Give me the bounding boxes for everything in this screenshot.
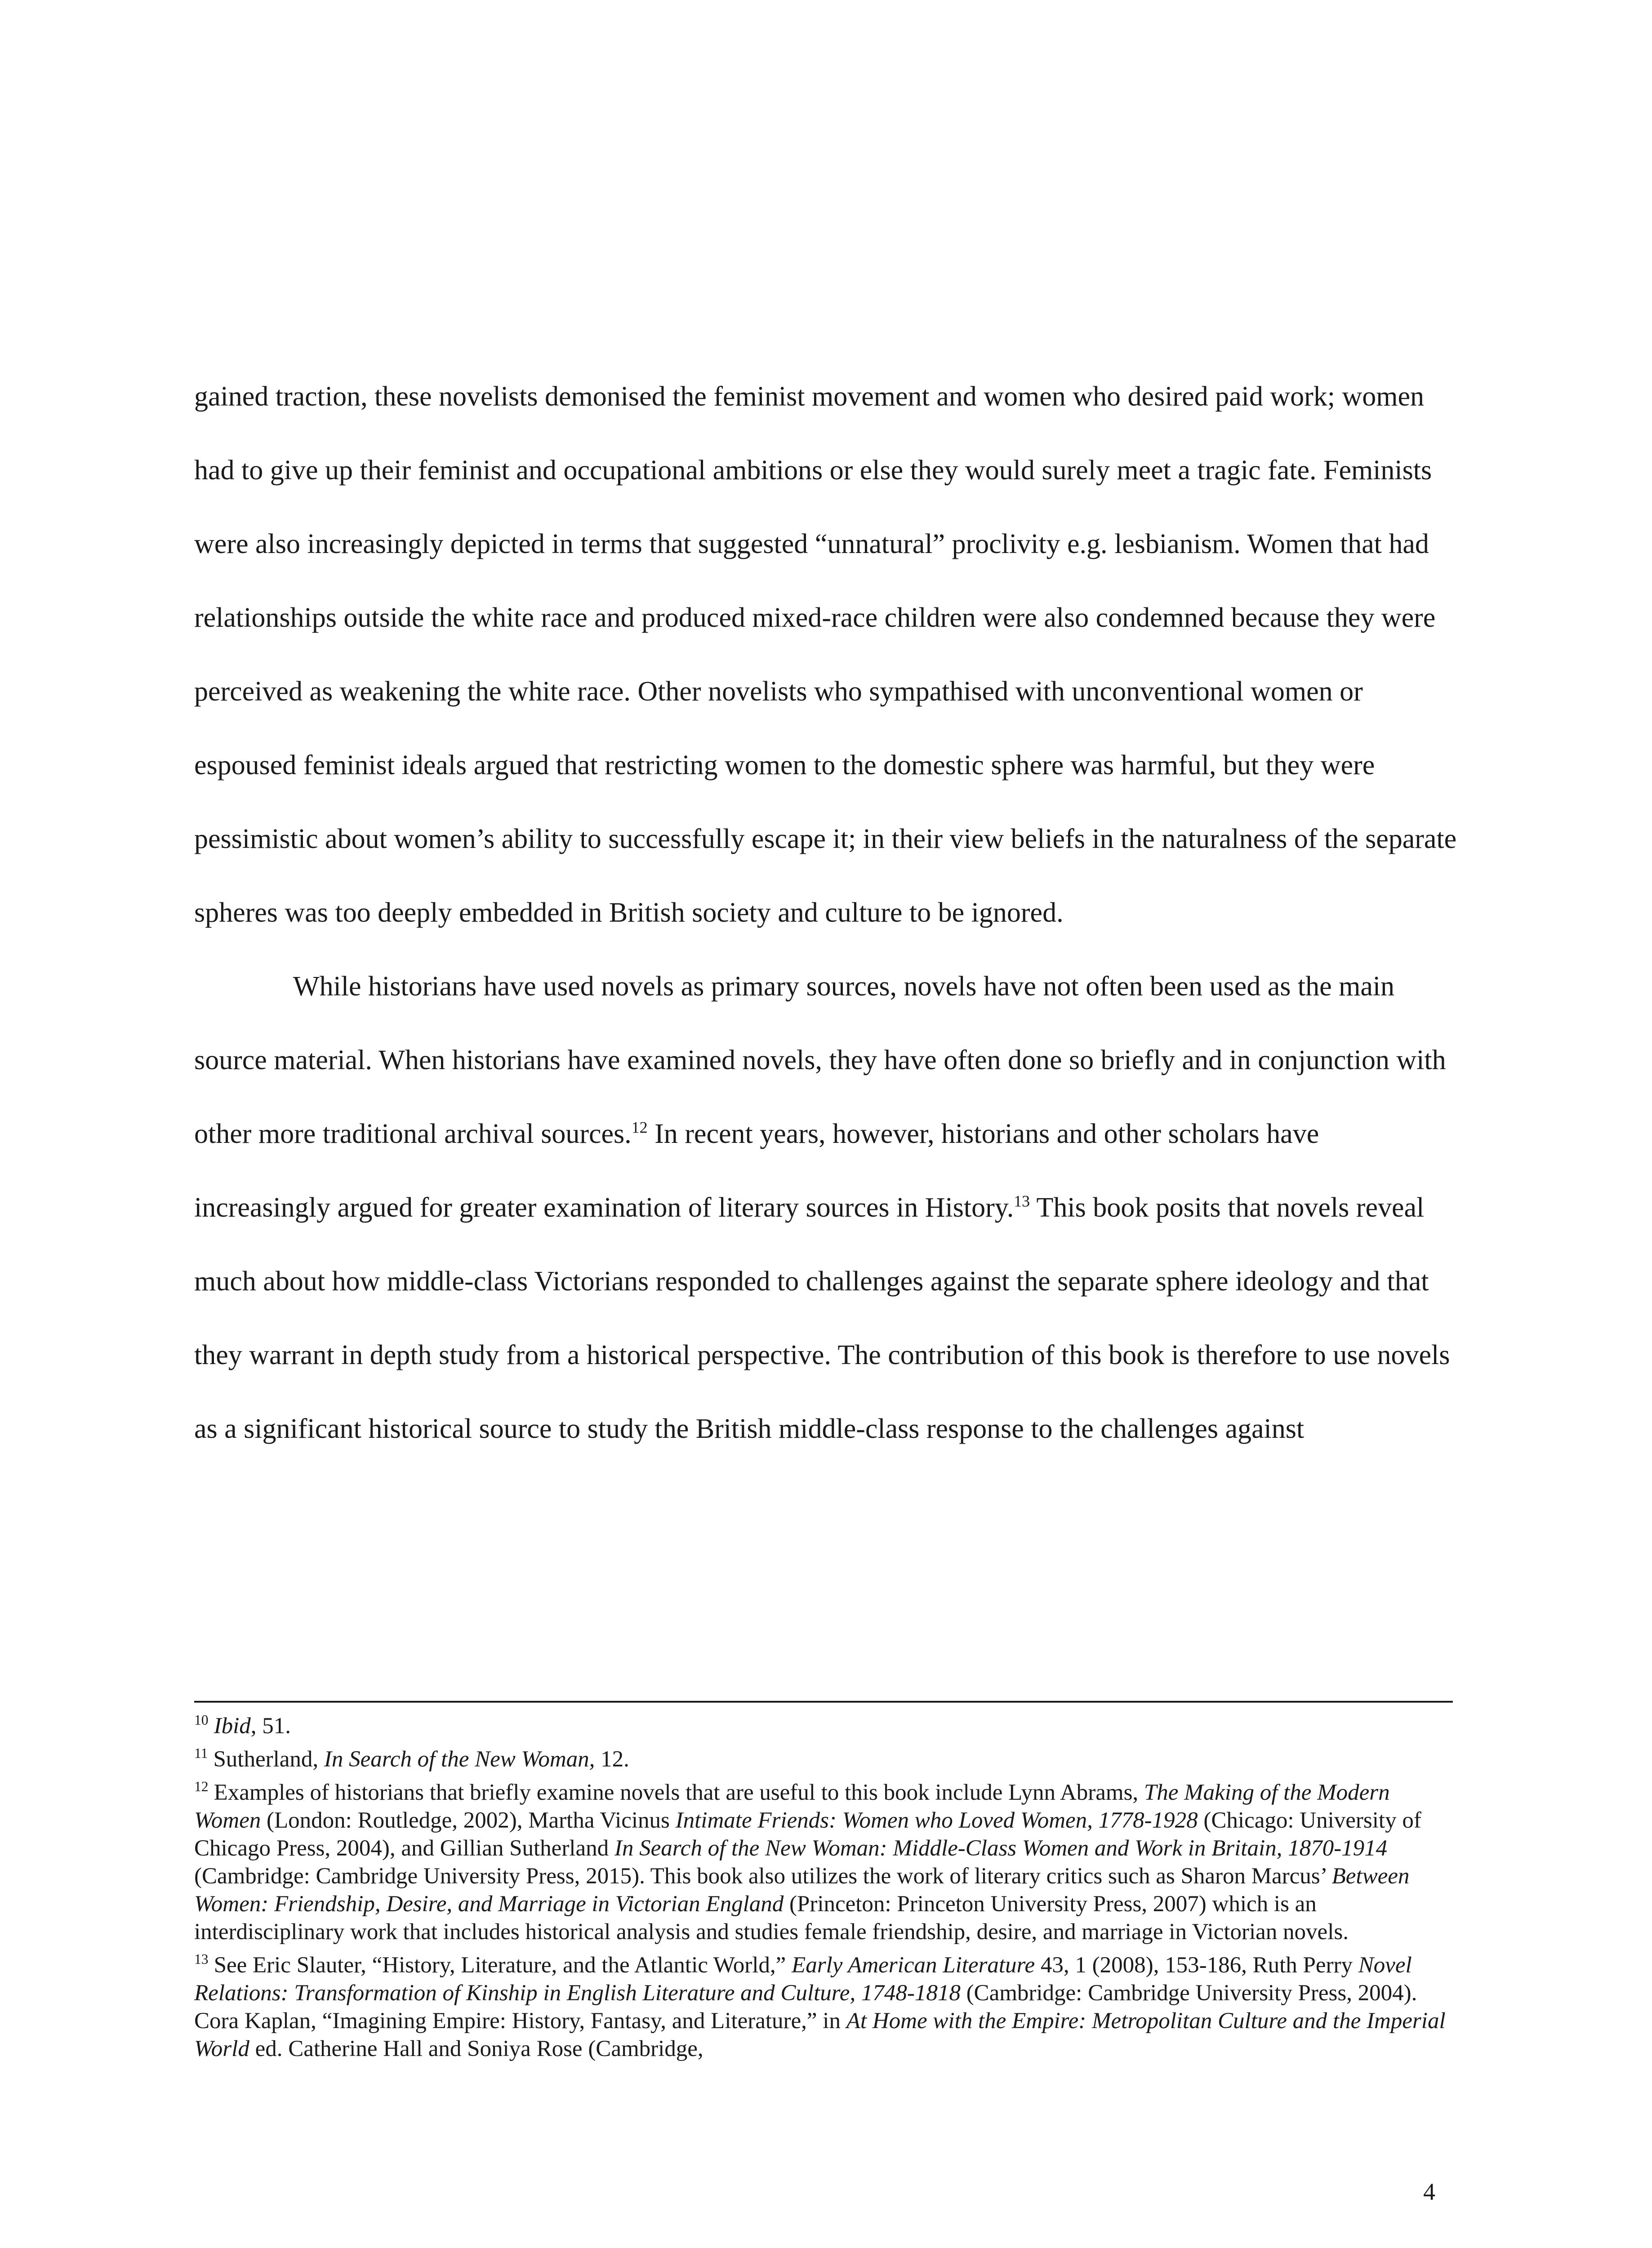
footnote-text: Examples of historians that briefly examine novels that are useful to this book include Lynn Abrams, (214, 1780, 1144, 1805)
paragraph-text-part: This book posits that novels reveal much about how middle-class Victorians responded to challenges against the separate sphere ideology and that they warrant in depth study from a historical perspective. The contribution of this book is therefore to use novels as a significant historical source to study the British middle-class response to the challenges against (194, 1192, 1450, 1444)
footnote-title-italic: Novel Relations: Transformation of Kinship in English Literature and Culture, 1748-1818 (194, 1953, 1412, 2006)
footnote-number: 10 (194, 1712, 209, 1728)
footnote-text: (London: Routledge, 2002), Martha Vicinus (261, 1808, 676, 1833)
footnote-title-italic: At Home with the Empire: Metropolitan Culture and the Imperial World (194, 2008, 1446, 2061)
footnote-text: (Chicago: University of Chicago Press, 2004), and Gillian Sutherland (194, 1808, 1421, 1861)
footnote-title-italic: Between Women: Friendship, Desire, and Marriage in Victorian England (194, 1864, 1410, 1917)
footnote-title-italic: The Making of the Modern Women (194, 1780, 1390, 1833)
paragraph-historians-novels (194, 950, 1458, 1466)
footnote-text: ed. Catherine Hall and Soniya Rose (Cambridge, (249, 2036, 704, 2061)
footnote (194, 1712, 1458, 1740)
footnote-title-italic: Intimate Friends: Women who Loved Women, 1778-1928 (675, 1808, 1198, 1833)
footnote-title-italic: In Search of the New Woman, (324, 1747, 595, 1772)
footnote-text: Sutherland, (213, 1747, 324, 1772)
footnotes (194, 1712, 1458, 2068)
footnote-reference: 13 (1014, 1192, 1030, 1210)
footnote-text: 43, 1 (2008), 153-186, Ruth Perry (1035, 1953, 1358, 1978)
footnote-title-italic: In Search of the New Woman: Middle-Class Women and Work in Britain, 1870-1914 (614, 1836, 1388, 1861)
footnote-number: 11 (194, 1745, 208, 1762)
footnote-separator (194, 1701, 1453, 1703)
footnote-reference: 12 (631, 1118, 648, 1137)
footnote-number: 12 (194, 1779, 209, 1795)
footnote (194, 1745, 1458, 1773)
footnote-text: 12. (595, 1747, 629, 1772)
footnote-text: (Princeton: Princeton University Press, 2007) which is an interdisciplinary work that includes historical analysis and studies female friendship, desire, and marriage in Victorian novels. (194, 1891, 1349, 1945)
paragraph-text-part: In recent years, however, historians and other scholars have increasingly argued for greater examination of literary sources in History. (194, 1119, 1319, 1223)
page-number: 4 (1423, 2178, 1435, 2205)
paragraph-text-part: While historians have used novels as primary sources, novels have not often been used as the main source material. When historians have examined novels, they have often done so briefly and in conjunction with other more traditional archival sources. (194, 971, 1446, 1149)
footnote (194, 1951, 1458, 2063)
footnote-text: , 51. (250, 1713, 291, 1739)
main-text (194, 360, 1458, 1466)
footnote (194, 1779, 1458, 1946)
footnote-text: (Cambridge: Cambridge University Press, 2004). Cora Kaplan, “Imagining Empire: History, Fantasy, and Literature,” in (194, 1980, 1417, 2034)
paragraph-continued: gained traction, these novelists demonised the feminist movement and women who desired paid work; women had to give up their feminist and occupational ambitions or else they would surely meet a tragic fate. Feminists were also increasingly depicted in terms that suggested “unnatural” proclivity e.g. lesbianism. Women that had relationships outside the white race and produced mixed-race children were also condemned because they were perceived as weakening the white race. Other novelists who sympathised with unconventional women or espoused feminist ideals argued that restricting women to the domestic sphere was harmful, but they were pessimistic about women’s ability to successfully escape it; in their view beliefs in the naturalness of the separate spheres was too deeply embedded in British society and culture to be ignored. (194, 381, 1457, 928)
footnote-text: (Cambridge: Cambridge University Press, 2015). This book also utilizes the work of literary critics such as Sharon Marcus’ (194, 1864, 1332, 1889)
footnote-text: See Eric Slauter, “History, Literature, and the Atlantic World,” (214, 1953, 792, 1978)
footnote-title-italic: Ibid (214, 1713, 251, 1739)
footnote-number: 13 (194, 1951, 209, 1967)
footnote-title-italic: Early American Literature (792, 1953, 1035, 1978)
